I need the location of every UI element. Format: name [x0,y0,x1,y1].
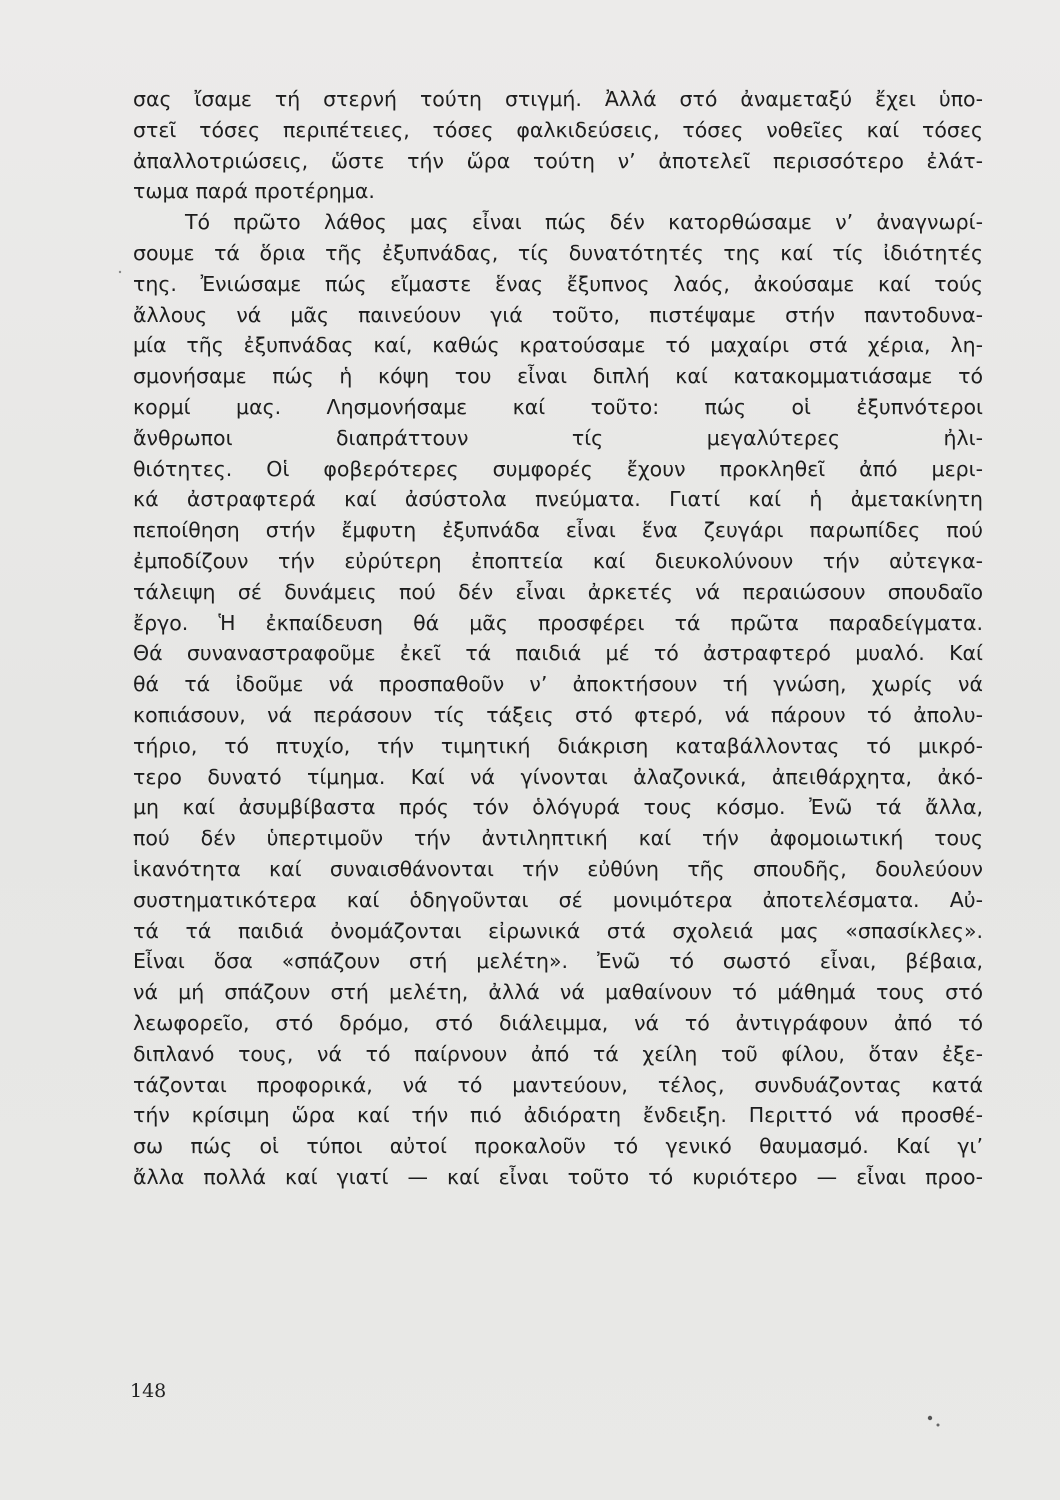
text-line: κοπιάσουν, νά περάσουν τίς τάξεις στό φτερό, νά πάρουν τό ἀπολυ- [133,702,983,727]
body-text [133,84,983,1193]
text-line: ἐμποδίζουν τήν εὐρύτερη ἐποπτεία καί διευκολύνουν τήν αὐτεγκα- [133,548,983,573]
text-line: ἄλλα πολλά καί γιατί — καί εἶναι τοῦτο τό κυριότερο — εἶναι προο- [133,1164,983,1189]
text-line: σουμε τά ὅρια τῆς ἐξυπνάδας, τίς δυνατότητές της καί τίς ἰδιότητές [133,240,983,265]
text-line: σω πώς οἱ τύποι αὐτοί προκαλοῦν τό γενικό θαυμασμό. Καί γι’ [133,1134,983,1159]
text-line: ἄλλους νά μᾶς παινεύουν γιά τοῦτο, πιστέψαμε στήν παντοδυνα- [133,302,983,327]
text-line: τάζονται προφορικά, νά τό μαντεύουν, τέλος, συνδυάζοντας κατά [133,1072,983,1097]
text-line: τά τά παιδιά ὀνομάζονται εἰρωνικά στά σχολειά μας «σπασίκλες». [133,918,983,943]
speck [937,1424,940,1427]
text-line: τερο δυνατό τίμημα. Καί νά γίνονται ἀλαζονικά, ἀπειθάρχητα, ἀκό- [133,764,983,789]
text-line: Τό πρῶτο λάθος μας εἶναι πώς δέν κατορθώσαμε ν’ ἀναγνωρί- [185,210,983,235]
text-line: θά τά ἰδοῦμε νά προσπαθοῦν ν’ ἀποκτήσουν τή γνώση, χωρίς νά [133,672,983,697]
text-line: Εἶναι ὅσα «σπάζουν στή μελέτη». Ἐνῶ τό σωστό εἶναι, βέβαια, [133,949,983,974]
text-line: κορμί μας. Λησμονήσαμε καί τοῦτο: πώς οἱ ἐξυπνότεροι [133,394,983,419]
text-line: σας ἴσαμε τή στερνή τούτη στιγμή. Ἀλλά στό ἀναμεταξύ ἔχει ὑπο- [133,87,983,111]
text-line: μία τῆς ἐξυπνάδας καί, καθώς κρατούσαμε τό μαχαίρι στά χέρια, λη- [133,333,983,358]
text-line: τάλειψη σέ δυνάμεις πού δέν εἶναι ἀρκετές νά περαιώσουν σπουδαῖο [133,579,983,604]
text-line: συστηματικότερα καί ὁδηγοῦνται σέ μονιμότερα ἀποτελέσματα. Αὐ- [133,887,983,912]
page-number: 148 [130,1380,167,1402]
text-line: ἄνθρωποι διαπράττουν τίς μεγαλύτερες ἠλι- [133,425,983,450]
text-line: τήν κρίσιμη ὥρα καί τήν πιό ἀδιόρατη ἔνδειξη. Περιττό νά προσθέ- [133,1103,983,1128]
text-line: διπλανό τους, νά τό παίρνουν ἀπό τά χείλη τοῦ φίλου, ὅταν ἐξε- [133,1041,983,1066]
text-line: πού δέν ὑπερτιμοῦν τήν ἀντιληπτική καί τήν ἀφομοιωτική τους [133,826,983,851]
text-line: τωμα παρά προτέρημα. [133,179,375,204]
text-line: κά ἀστραφτερά καί ἀσύστολα πνεύματα. Γιατί καί ἡ ἀμετακίνητη [133,487,983,512]
text-line: μη καί ἀσυμβίβαστα πρός τόν ὁλόγυρά τους κόσμο. Ἐνῶ τά ἄλλα, [133,795,983,820]
text-line: της. Ἐνιώσαμε πώς εἴμαστε ἕνας ἔξυπνος λαός, ἀκούσαμε καί τούς [133,271,983,296]
text-line: θιότητες. Οἱ φοβερότερες συμφορές ἔχουν προκληθεῖ ἀπό μερι- [133,456,983,481]
text-line: σμονήσαμε πώς ἡ κόψη του εἶναι διπλή καί κατακομματιάσαμε τό [133,364,983,389]
text-line: τήριο, τό πτυχίο, τήν τιμητική διάκριση καταβάλλοντας τό μικρό- [133,733,983,758]
text-line: νά μή σπάζουν στή μελέτη, ἀλλά νά μαθαίνουν τό μάθημά τους στό [133,980,983,1005]
text-line: λεωφορεῖο, στό δρόμο, στό διάλειμμα, νά τό ἀντιγράφουν ἀπό τό [133,1010,983,1035]
text-line: Θά συναναστραφοῦμε ἐκεῖ τά παιδιά μέ τό ἀστραφτερό μυαλό. Καί [133,641,983,666]
speck [928,1416,932,1420]
text-line: ἀπαλλοτριώσεις, ὥστε τήν ὥρα τούτη ν’ ἀποτελεῖ περισσότερο ἐλάτ- [133,148,983,173]
text-line: ἱκανότητα καί συναισθάνονται τήν εὐθύνη τῆς σπουδῆς, δουλεύουν [133,856,983,881]
text-line: ἔργο. Ἡ ἐκπαίδευση θά μᾶς προσφέρει τά πρῶτα παραδείγματα. [133,610,983,635]
speck [119,271,121,273]
text-line: πεποίθηση στήν ἔμφυτη ἐξυπνάδα εἶναι ἕνα ζευγάρι παρωπίδες πού [133,518,983,543]
text-line: στεῖ τόσες περιπέτειες, τόσες φαλκιδεύσεις, τόσες νοθεῖες καί τόσες [133,117,983,142]
